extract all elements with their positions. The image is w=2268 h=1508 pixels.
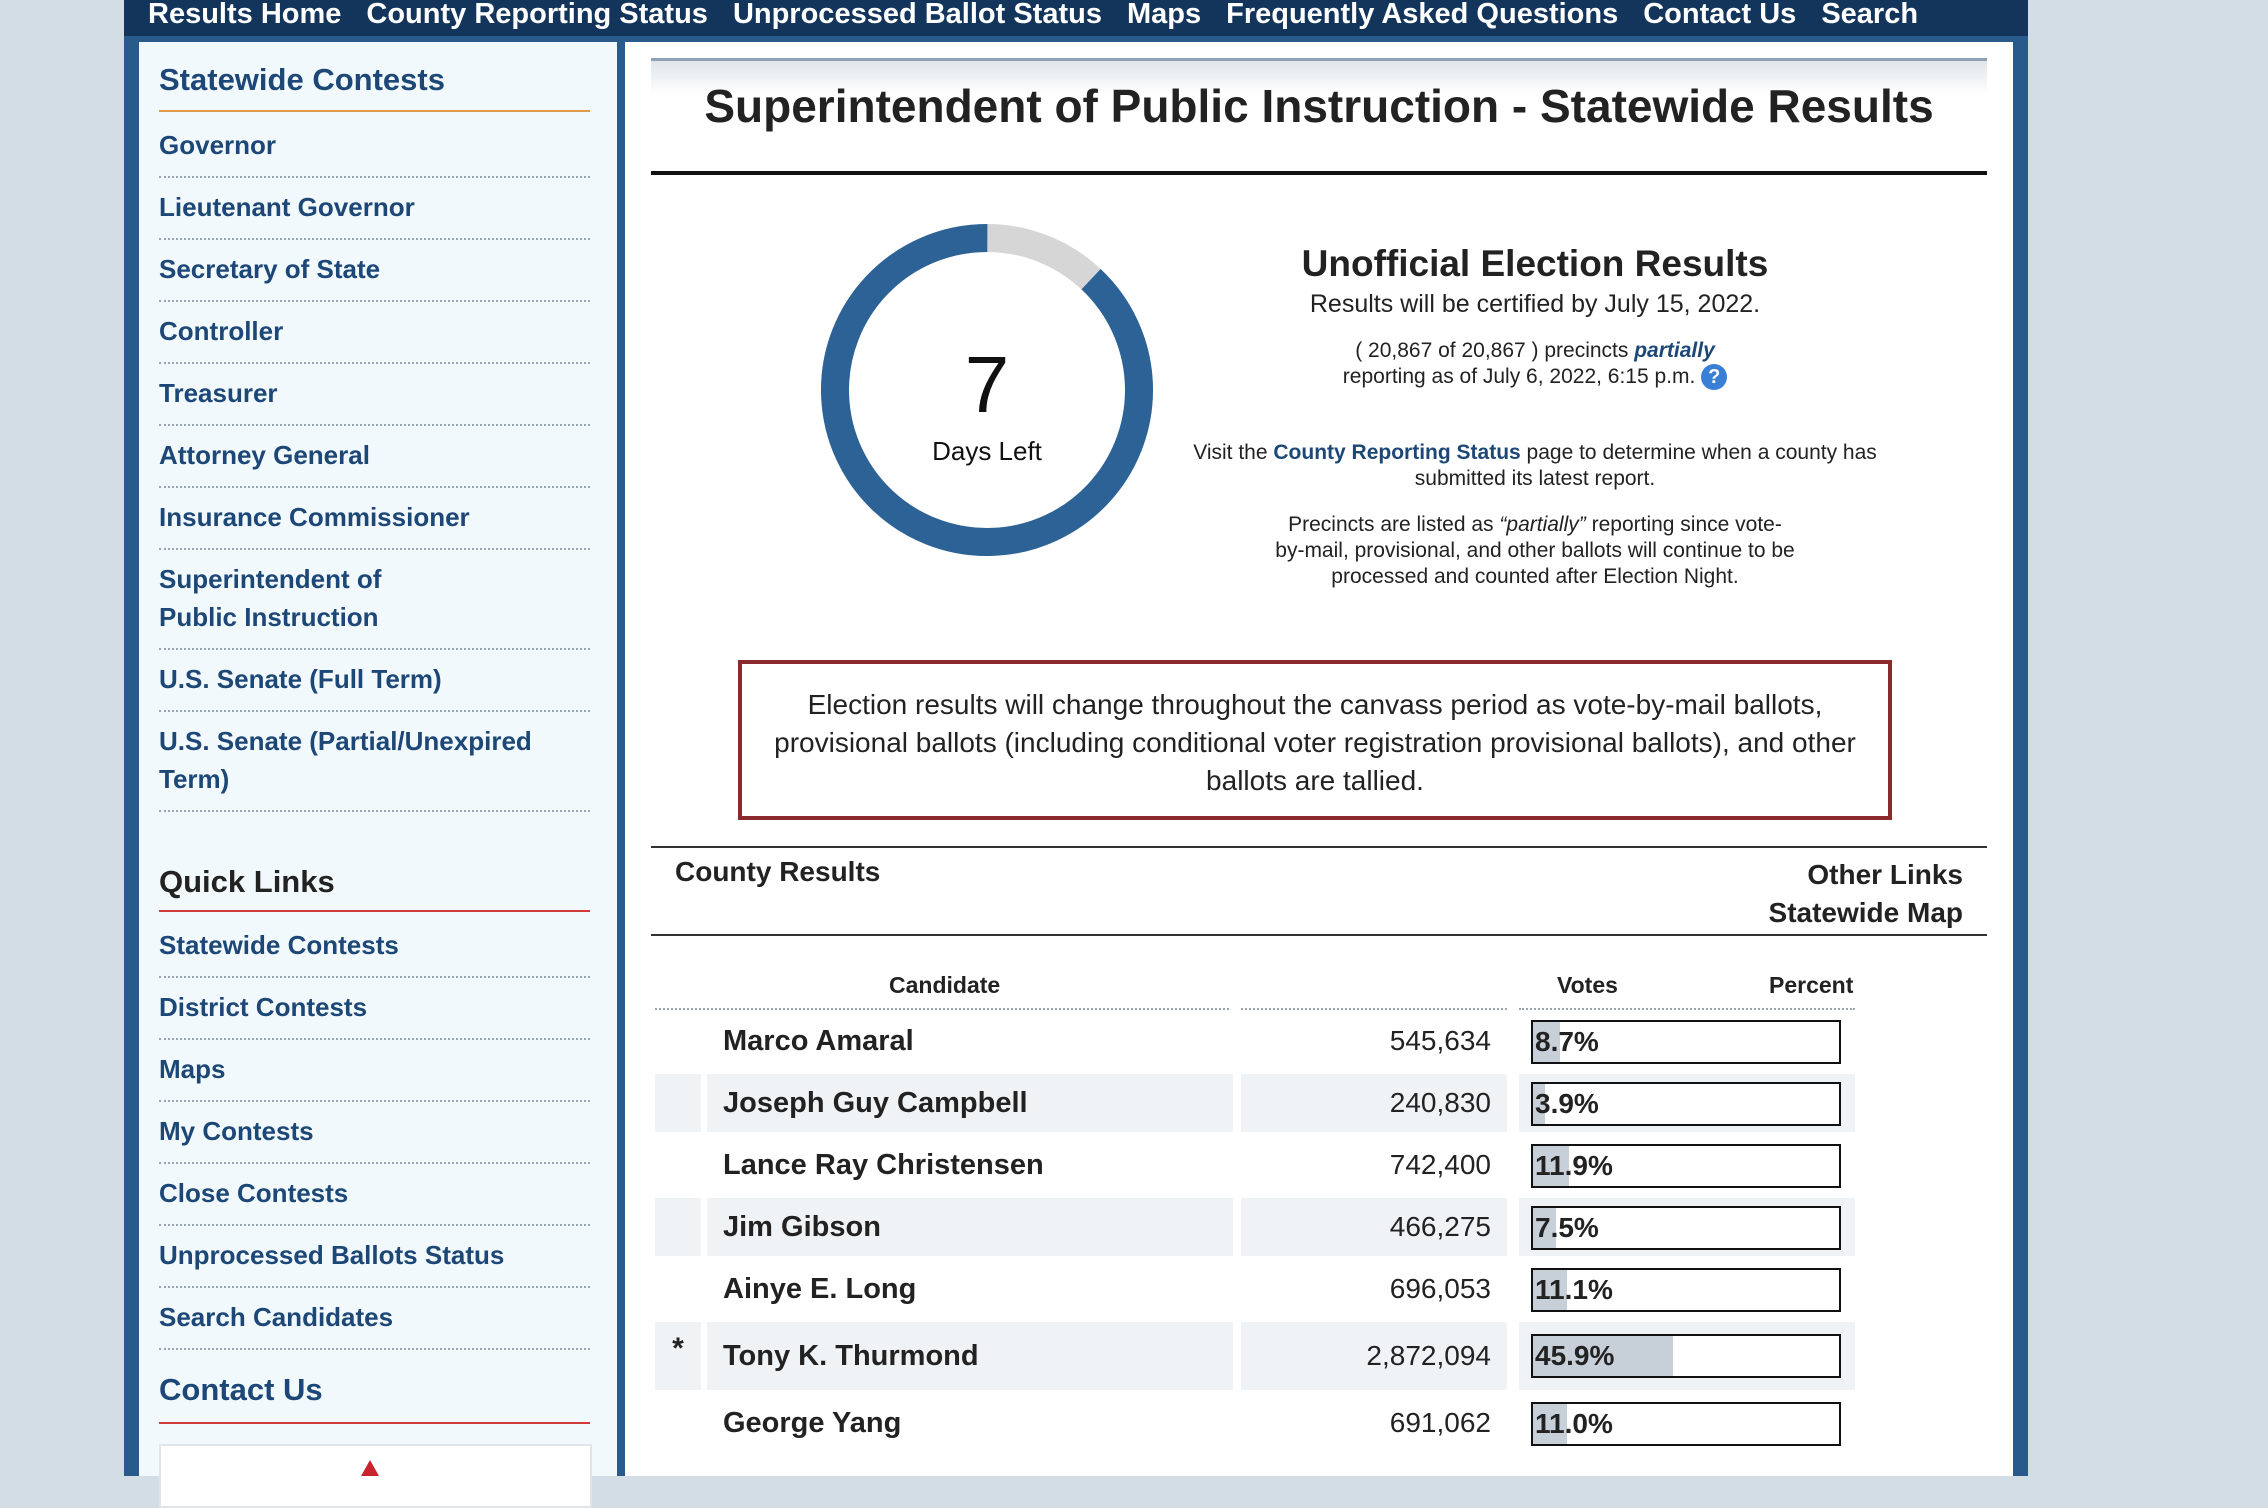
- sidebar-item-attorney-general[interactable]: [159, 426, 590, 488]
- table-row: [651, 1198, 1987, 1260]
- nav-contact-us[interactable]: Contact Us: [1643, 0, 1797, 30]
- quick-links-list: [159, 916, 590, 1350]
- percent-header: Percent: [1769, 972, 1854, 998]
- percent-bar: [1531, 1144, 1841, 1188]
- certification-date: Results will be certified by July 15, 2022.: [1309, 290, 1761, 318]
- heading-divider: [159, 1422, 590, 1424]
- star-icon: [361, 1460, 379, 1476]
- results-warning: Election results will change throughout the canvass period as vote-by-mail ballots, provisional ballots (including conditional voter registration provisional ballots), and other ballots are tallied.: [738, 660, 1892, 820]
- nav-search[interactable]: Search: [1821, 0, 1919, 30]
- winner-mark: [655, 1394, 701, 1452]
- candidate-name: Lance Ray Christensen: [723, 1149, 1044, 1181]
- visit-prefix: Visit the: [1193, 441, 1268, 465]
- quick-links-heading: Quick Links: [159, 864, 335, 899]
- heading-divider: [159, 110, 590, 112]
- winner-mark: [655, 1260, 701, 1318]
- main-content: [625, 42, 2013, 1476]
- percent-bar: [1531, 1206, 1841, 1250]
- winner-mark: [655, 1012, 701, 1070]
- sidebar-link[interactable]: Secretary of State: [159, 254, 381, 284]
- statewide-contests-heading: Statewide Contests: [159, 62, 445, 97]
- candidate-name: Joseph Guy Campbell: [707, 1074, 1233, 1132]
- sidebar-link[interactable]: Close Contests: [159, 1178, 349, 1208]
- header-divider: [1241, 1008, 1507, 1010]
- table-row: [651, 1074, 1987, 1136]
- nav-unprocessed-ballot-status[interactable]: Unprocessed Ballot Status: [732, 0, 1102, 30]
- percent-cell: [1519, 1322, 1855, 1390]
- sidebar-item-governor[interactable]: [159, 116, 590, 178]
- candidate-name: Tony K. Thurmond: [707, 1322, 1233, 1390]
- other-links: [1769, 856, 1963, 932]
- sidebar-item-treasurer[interactable]: [159, 364, 590, 426]
- sidebar-item-insurance-commissioner[interactable]: [159, 488, 590, 550]
- sidebar-item-superintendent[interactable]: [159, 550, 590, 650]
- percent-cell: [1519, 1136, 1855, 1194]
- percent-value: 11.0%: [1535, 1408, 1613, 1439]
- partially-link[interactable]: partially: [1634, 339, 1715, 362]
- sidebar-item-us-senate-partial[interactable]: [159, 712, 590, 812]
- percent-bar: [1531, 1268, 1841, 1312]
- top-navigation: [124, 0, 2028, 36]
- quick-link-district-contests[interactable]: [159, 978, 590, 1040]
- election-info: [1185, 242, 1885, 590]
- title-bar: [651, 58, 1987, 175]
- table-body: [651, 1012, 1987, 1456]
- percent-value: 7.5%: [1535, 1212, 1599, 1243]
- percent-bar: [1531, 1402, 1841, 1446]
- quick-link-search-candidates[interactable]: [159, 1288, 590, 1350]
- candidate-header: Candidate: [889, 972, 1001, 998]
- sidebar-link[interactable]: Attorney General: [159, 440, 370, 470]
- days-left-label: Days Left: [932, 436, 1042, 466]
- statewide-map-link[interactable]: Statewide Map: [1768, 897, 1963, 928]
- unofficial-results-heading: Unofficial Election Results: [1301, 243, 1769, 284]
- percent-cell: [1519, 1012, 1855, 1070]
- sidebar-link[interactable]: Superintendent of Public Instruction: [159, 564, 382, 632]
- table-row: [651, 1322, 1987, 1394]
- percent-value: 8.7%: [1535, 1026, 1599, 1057]
- percent-cell: [1519, 1074, 1855, 1132]
- sidebar-link[interactable]: Unprocessed Ballots Status: [159, 1240, 505, 1270]
- candidate-votes: 696,053: [1389, 1273, 1491, 1304]
- header-divider: [655, 1008, 1229, 1010]
- percent-bar: [1531, 1082, 1841, 1126]
- sidebar-link[interactable]: U.S. Senate (Partial/Unexpired Term): [159, 726, 532, 794]
- percent-value: 11.1%: [1535, 1274, 1613, 1305]
- visit-suffix: page to determine when a county has submitted its latest report.: [1414, 441, 1877, 491]
- quick-link-maps[interactable]: [159, 1040, 590, 1102]
- sidebar-link[interactable]: U.S. Senate (Full Term): [159, 664, 442, 694]
- winner-mark: *: [655, 1322, 701, 1390]
- contact-box: [159, 1444, 592, 1508]
- sidebar-item-secretary-of-state[interactable]: [159, 240, 590, 302]
- candidate-name: Marco Amaral: [723, 1025, 914, 1057]
- candidate-votes: 545,634: [1389, 1025, 1491, 1056]
- candidate-name: Jim Gibson: [707, 1198, 1233, 1256]
- sidebar-link[interactable]: Lieutenant Governor: [159, 192, 415, 222]
- sidebar-item-controller[interactable]: [159, 302, 590, 364]
- sidebar-link[interactable]: My Contests: [159, 1116, 314, 1146]
- note-suffix: reporting since vote-by-mail, provisional, and other ballots will continue to be processed and counted after Election Night.: [1275, 513, 1795, 589]
- winner-mark: [655, 1074, 701, 1132]
- sidebar-link[interactable]: Maps: [159, 1054, 226, 1084]
- days-left-number: 7: [964, 340, 1010, 429]
- table-row: [651, 1394, 1987, 1456]
- candidate-name: Ainye E. Long: [723, 1273, 917, 1305]
- winner-mark: [655, 1198, 701, 1256]
- candidate-name: George Yang: [723, 1407, 902, 1439]
- candidate-votes: 742,400: [1389, 1149, 1491, 1180]
- sidebar-link[interactable]: Treasurer: [159, 378, 278, 408]
- links-bar: [651, 846, 1987, 936]
- candidate-votes: 466,275: [1241, 1198, 1507, 1256]
- candidate-votes: 2,872,094: [1241, 1322, 1507, 1390]
- sidebar-link[interactable]: Statewide Contests: [159, 930, 399, 960]
- nav-county-reporting-status[interactable]: County Reporting Status: [366, 0, 708, 30]
- sidebar-link[interactable]: Search Candidates: [159, 1302, 394, 1332]
- results-table: [651, 972, 1987, 1456]
- percent-bar: [1531, 1334, 1841, 1378]
- reporting-time: reporting as of July 6, 2022, 6:15 p.m.: [1342, 365, 1696, 388]
- sidebar-link[interactable]: Controller: [159, 316, 284, 346]
- winner-mark: [655, 1136, 701, 1194]
- note-partial: “partially”: [1499, 513, 1586, 537]
- sidebar-link[interactable]: District Contests: [159, 992, 368, 1022]
- page-title: Superintendent of Public Instruction - Statewide Results: [704, 80, 1934, 132]
- sidebar-item-lieutenant-governor[interactable]: [159, 178, 590, 240]
- candidate-votes: 691,062: [1389, 1407, 1491, 1438]
- percent-bar: [1531, 1020, 1841, 1064]
- partial-note: [1185, 512, 1885, 590]
- sidebar-item-us-senate-full[interactable]: [159, 650, 590, 712]
- percent-cell: [1519, 1198, 1855, 1256]
- percent-value: 45.9%: [1535, 1340, 1615, 1371]
- table-row: [651, 1136, 1987, 1198]
- help-icon[interactable]: ?: [1701, 364, 1727, 390]
- percent-value: 11.9%: [1535, 1150, 1613, 1181]
- sidebar: [139, 42, 617, 1476]
- percent-cell: [1519, 1260, 1855, 1318]
- candidate-votes: 240,830: [1241, 1074, 1507, 1132]
- percent-cell: [1519, 1394, 1855, 1452]
- county-reporting-status-link[interactable]: County Reporting Status: [1273, 441, 1521, 465]
- table-row: [651, 1012, 1987, 1074]
- contact-us-heading: Contact Us: [159, 1372, 323, 1407]
- header-divider: [1519, 1008, 1855, 1010]
- nav-results-home[interactable]: Results Home: [148, 0, 342, 30]
- quick-link-statewide-contests[interactable]: [159, 916, 590, 978]
- statewide-contests-list: [159, 116, 590, 812]
- precincts-count: ( 20,867 of 20,867 ) precincts: [1355, 339, 1629, 362]
- precincts-reporting: [1185, 338, 1885, 390]
- sidebar-link[interactable]: Governor: [159, 130, 277, 160]
- note-prefix: Precincts are listed as: [1288, 513, 1494, 537]
- table-row: [651, 1260, 1987, 1322]
- nav-maps[interactable]: Maps: [1126, 0, 1202, 30]
- quick-link-unprocessed-ballots[interactable]: [159, 1226, 590, 1288]
- county-results-link[interactable]: County Results: [675, 856, 881, 887]
- votes-header: Votes: [1557, 972, 1618, 998]
- table-header: [651, 972, 1987, 1012]
- visit-note: [1185, 440, 1885, 492]
- quick-link-my-contests[interactable]: [159, 1102, 590, 1164]
- nav-faq[interactable]: Frequently Asked Questions: [1226, 0, 1619, 30]
- quick-link-close-contests[interactable]: [159, 1164, 590, 1226]
- countdown-donut: [819, 222, 1155, 558]
- sidebar-link[interactable]: Insurance Commissioner: [159, 502, 470, 532]
- other-links-label: Other Links: [1807, 859, 1963, 890]
- heading-divider: [159, 910, 590, 912]
- percent-value: 3.9%: [1535, 1088, 1599, 1119]
